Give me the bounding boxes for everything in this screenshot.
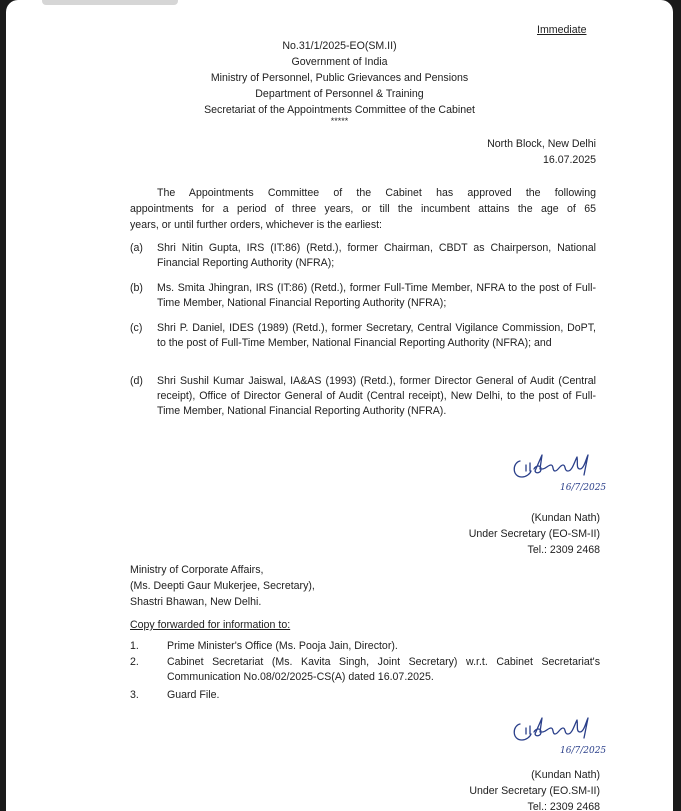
copy-item-number: 1. — [130, 640, 139, 652]
file-number: No.31/1/2025-EO(SM.II) — [282, 40, 397, 52]
signature-date: 16/7/2025 — [560, 746, 607, 756]
department-name: Department of Personnel & Training — [255, 88, 424, 100]
addressee-line: Ministry of Corporate Affairs, — [130, 564, 264, 576]
appointment-label: (c) — [130, 322, 143, 334]
signatory-name: (Kundan Nath) — [531, 512, 600, 524]
addressee-line: Shastri Bhawan, New Delhi. — [130, 596, 262, 608]
copy-item-text: Cabinet Secretariat (Ms. Kavita Singh, Joint Secretary) w.r.t. Cabinet Secretariat's Communication No.08/02/2025-CS(A) dated 16.07.2025. — [167, 656, 600, 683]
ministry-name: Ministry of Personnel, Public Grievances and Pensions — [210, 72, 469, 84]
signatory-telephone: Tel.: 2309 2468 — [527, 544, 600, 556]
government-of-india: Government of India — [291, 56, 388, 68]
copy-item-number: 3. — [130, 689, 139, 701]
appointment-label: (b) — [130, 282, 143, 294]
immediate-label: Immediate — [537, 24, 587, 36]
signature-image — [506, 710, 616, 760]
copy-item-text: Prime Minister's Office (Ms. Pooja Jain, Director). — [167, 640, 398, 652]
intro-line-1: The Appointments Committee of the Cabinet has approved the following — [157, 187, 596, 199]
appointment-text: Shri Sushil Kumar Jaiswal, IA&AS (1993) (Retd.), former Director General of Audit (Central receipt), Office of Director General of Audit (Central receipt), New Delhi, to the post of Full-Time Member, National Financial Reporting Authority (NFRA). — [157, 375, 596, 417]
copy-forwarded-heading: Copy forwarded for information to: — [130, 619, 291, 631]
appointment-label: (d) — [130, 375, 143, 387]
signature-date: 16/7/2025 — [560, 483, 607, 493]
signatory-designation: Under Secretary (EO-SM-II) — [468, 528, 600, 540]
secretariat-name: Secretariat of the Appointments Committee of the Cabinet — [204, 104, 475, 116]
appointment-text: Shri P. Daniel, IDES (1989) (Retd.), former Secretary, Central Vigilance Commission, DoPT, to the post of Full-Time Member, National Financial Reporting Authority (NFRA); and — [157, 322, 596, 349]
appointment-text: Ms. Smita Jhingran, IRS (IT:86) (Retd.), former Full-Time Member, NFRA to the post of Full-Time Member, National Financial Reporting Authority (NFRA); — [157, 282, 596, 309]
appointment-text: Shri Nitin Gupta, IRS (IT:86) (Retd.), former Chairman, CBDT as Chairperson, National Financial Reporting Authority (NFRA); — [157, 242, 596, 269]
appointment-label: (a) — [130, 242, 143, 254]
signatory-designation: Under Secretary (EO.SM-II) — [469, 785, 600, 797]
signature-image — [506, 447, 616, 497]
signatory-telephone: Tel.: 2309 2468 — [527, 801, 600, 811]
date: 16.07.2025 — [542, 154, 596, 166]
copy-item-text: Guard File. — [167, 689, 220, 701]
intro-line-3: years, or until further orders, whichever is the earliest: — [130, 219, 382, 231]
document-page — [6, 0, 673, 811]
separator-stars: ***** — [330, 116, 349, 126]
signatory-name: (Kundan Nath) — [531, 769, 600, 781]
intro-line-2: appointments for a period of three years, or till the incumbent attains the age of 65 — [130, 203, 596, 215]
copy-item-number: 2. — [130, 656, 139, 668]
document-body — [6, 0, 673, 811]
place: North Block, New Delhi — [487, 138, 596, 150]
addressee-line: (Ms. Deepti Gaur Mukerjee, Secretary), — [130, 580, 315, 592]
